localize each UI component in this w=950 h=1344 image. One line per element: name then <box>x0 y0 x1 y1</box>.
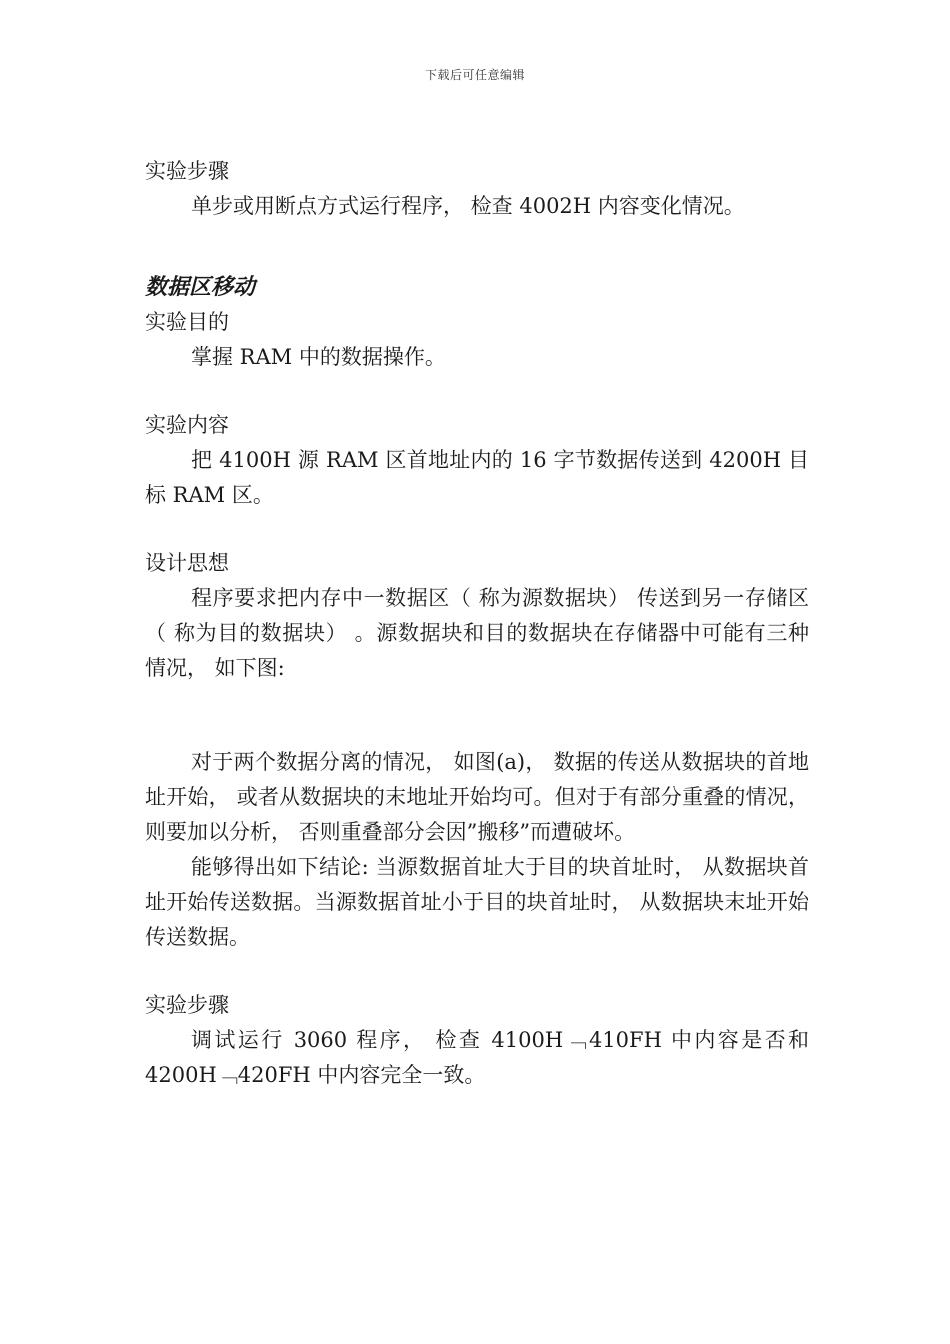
steps-paragraph-2: 调试运行 3060 程序， 检查 4100H﹁410FH 中内容是否和 4200H﹁420FH 中内容完全一致。 <box>145 1028 809 1087</box>
design-paragraph-1: 程序要求把内存中一数据区（ 称为源数据块） 传送到另一存储区（ 称为目的数据块） 。源数据块和目的数据块在存储器中可能有三种情况， 如下图: <box>145 586 809 680</box>
document-body <box>145 154 809 1093</box>
steps-heading-2: 实验步骤 <box>145 993 229 1017</box>
spacer <box>145 224 809 270</box>
figure-placeholder <box>145 686 809 745</box>
steps-paragraph-1: 单步或用断点方式运行程序， 检查 4002H 内容变化情况。 <box>191 194 745 218</box>
spacer <box>145 955 809 988</box>
spacer <box>145 513 809 546</box>
content-heading: 实验内容 <box>145 413 229 437</box>
content-paragraph: 把 4100H 源 RAM 区首地址内的 16 字节数据传送到 4200H 目标 RAM 区。 <box>145 448 809 507</box>
page-header: 下载后可任意编辑 <box>424 68 525 82</box>
steps-heading-1: 实验步骤 <box>145 159 229 183</box>
purpose-heading: 实验目的 <box>145 310 229 334</box>
purpose-paragraph: 掌握 RAM 中的数据操作。 <box>191 345 446 369</box>
section-title: 数据区移动 <box>145 274 256 300</box>
design-paragraph-3: 能够得出如下结论: 当源数据首址大于目的块首址时， 从数据块首址开始传送数据。当源数据首址小于目的块首址时， 从数据块末址开始传送数据。 <box>145 855 809 949</box>
design-paragraph-2: 对于两个数据分离的情况， 如图(a)， 数据的传送从数据块的首地址开始， 或者从数据块的末地址开始均可。但对于有部分重叠的情况， 则要加以分析， 否则重叠部分会因”搬移”而遭破坏。 <box>145 750 809 844</box>
spacer <box>145 375 809 408</box>
design-heading: 设计思想 <box>145 551 229 575</box>
